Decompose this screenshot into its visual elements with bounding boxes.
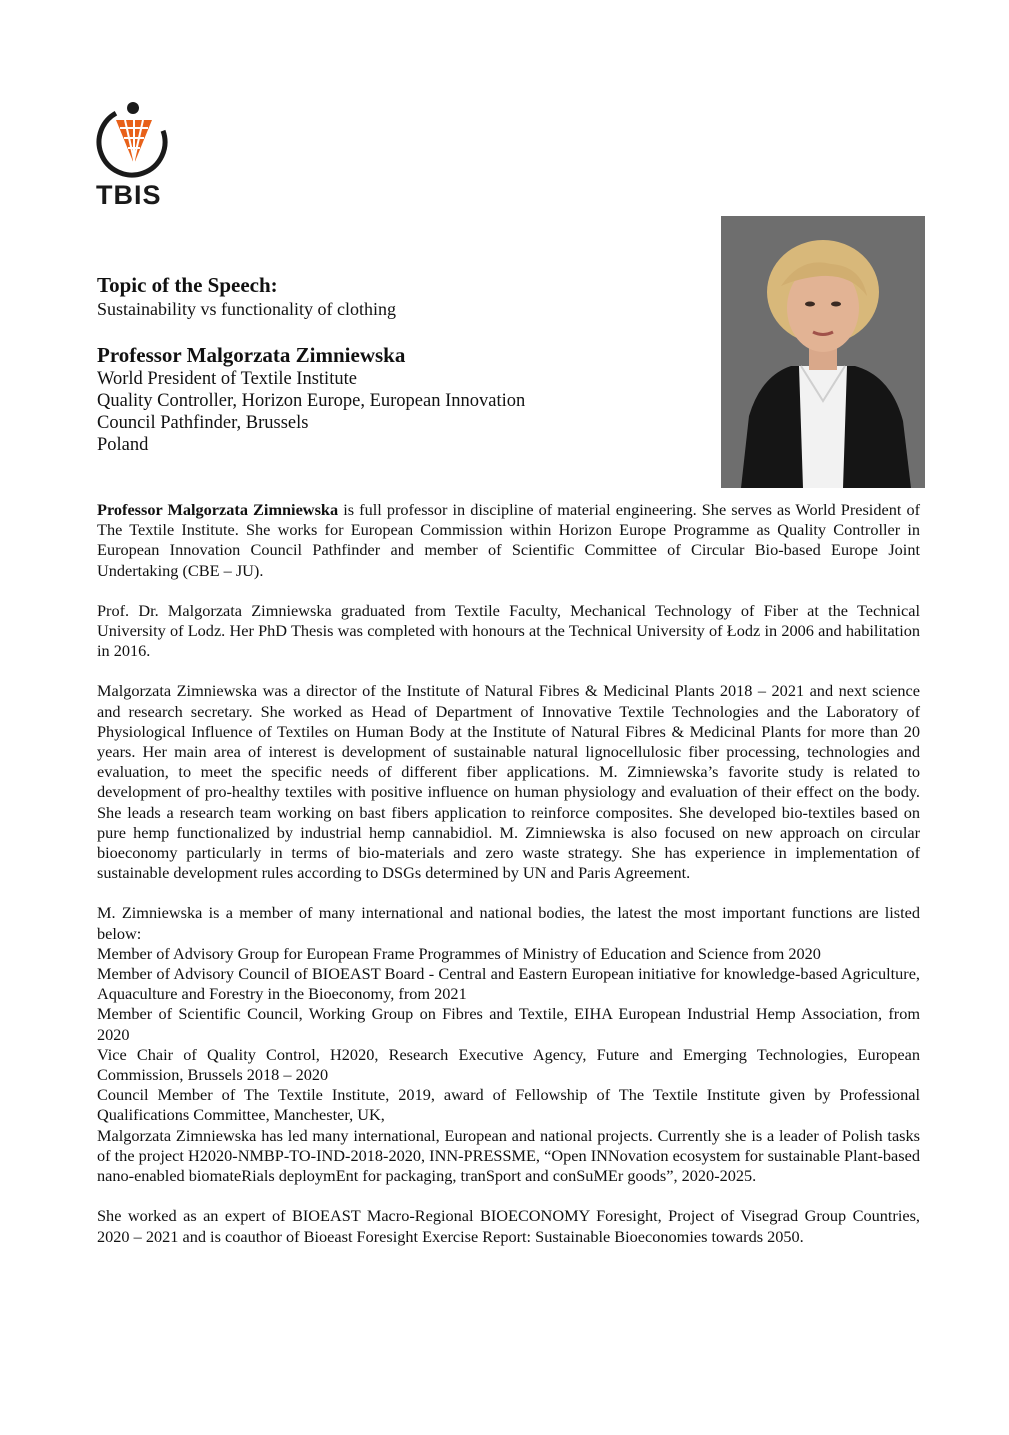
bio-paragraph-3: Malgorzata Zimniewska was a director of the Institute of Natural Fibres & Medicinal Plants 2018 – 2021 and next science and research secretary. She worked as Head of Department of Innovative Textile Technologies and the Laboratory of Physiological Influence of Textiles on Human Body at the Institute of Natural Fibres & Medicinal Plants for more than 20 years. Her main area of interest is development of sustainable natural lignocellulosic fiber processing, technologies and evaluation, to meet the specific needs of different fiber applications. M. Zimniewska’s favorite study is related to development of pro-healthy textiles with positive influence on human physiology and evaluation of their effect on the body. She leads a research team working on bast fibers application to reinforce composites. She developed bio-textiles based on pure hemp functionalized by industrial hemp cannabidiol. M. Zimniewska is also focused on new approach on circular bioeconomy particularly in terms of bio-materials and zero waste strategy. She has experience in implementation of sustainable development rules according to DSGs determined by UN and Paris Agreement.: [97, 681, 920, 883]
membership-item: Vice Chair of Quality Control, H2020, Research Executive Agency, Future and Emerging Technologies, European Commission, Brussels 2018 – 2020: [97, 1044, 920, 1085]
bio-memberships-intro: M. Zimniewska is a member of many international and national bodies, the latest the most important functions are listed below:: [97, 903, 920, 943]
topic-title: Topic of the Speech:: [97, 273, 278, 297]
bio-paragraph-2: Prof. Dr. Malgorzata Zimniewska graduated from Textile Faculty, Mechanical Technology of Fiber at the Technical University of Lodz. Her PhD Thesis was completed with honours at the Technical University of Łodz in 2006 and habilitation in 2016.: [97, 600, 920, 661]
membership-item: Malgorzata Zimniewska has led many international, European and national projects. Currently she is a leader of Polish tasks of the project H2020-NMBP-TO-IND-2018-2020, INN-PRESSME, “Open INNovation ecosystem for sustainable Plant-based nano-enabled biomateRials deploymEnt for packaging, tranSport and conSuMEr goods”, 2020-2025.: [97, 1125, 920, 1186]
membership-item: Member of Advisory Group for European Frame Programmes of Ministry of Education and Science from 2020: [97, 943, 821, 963]
speaker-role: Quality Controller, Horizon Europe, European Innovation: [97, 391, 526, 411]
speaker-photo: [721, 216, 925, 488]
speaker-name: Professor Malgorzata Zimniewska: [97, 343, 406, 367]
speech-header: [97, 272, 697, 456]
membership-item: Member of Advisory Council of BIOEAST Board - Central and Eastern European initiative for knowledge-based Agriculture, Aquaculture and Forestry in the Bioeconomy, from 2021: [97, 964, 920, 1004]
bio-paragraph-5: She worked as an expert of BIOEAST Macro-Regional BIOECONOMY Foresight, Project of Visegrad Group Countries, 2020 – 2021 and is coauthor of Bioeast Foresight Exercise Report: Sustainable Bioeconomies towards 2050.: [97, 1206, 920, 1246]
biography: [97, 500, 920, 1247]
speaker-country: Poland: [97, 435, 149, 455]
bio-name: Professor Malgorzata Zimniewska: [97, 500, 339, 519]
membership-item: Member of Scientific Council, Working Group on Fibres and Textile, EIHA European Industrial Hemp Association, from 2020: [97, 1004, 920, 1044]
speaker-role: Council Pathfinder, Brussels: [97, 413, 309, 433]
bio-paragraph-1: [97, 500, 920, 581]
tbis-globe-logo-icon: [94, 98, 176, 183]
membership-item: Council Member of The Textile Institute, 2019, award of Fellowship of The Textile Institute given by Professional Qualifications Committee, Manchester, UK,: [97, 1085, 920, 1125]
bio-p1-text: is full professor in discipline of material engineering. She serves as World President of The Textile Institute. She works for European Commission within Horizon Europe Programme as Quality Controller in European Innovation Council Pathfinder and member of Scientific Committee of Circular Bio-based Europe Joint Undertaking (CBE – JU).: [97, 500, 921, 580]
logo-text: TBIS: [96, 180, 162, 210]
speaker-role: World President of Textile Institute: [97, 369, 357, 389]
topic-text: Sustainability vs functionality of clothing: [97, 299, 396, 319]
